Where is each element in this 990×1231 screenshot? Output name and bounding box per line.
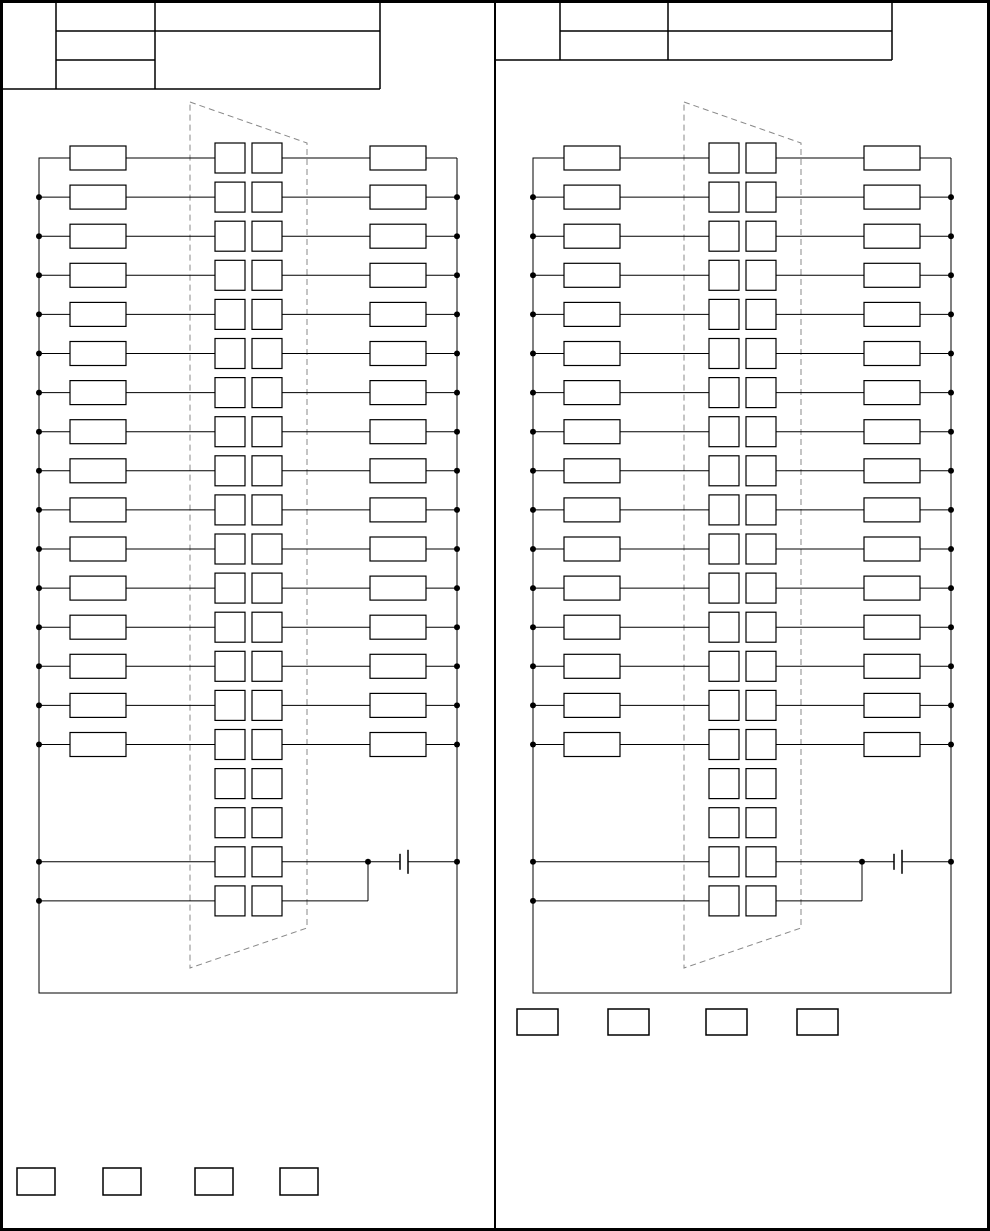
terminal-block-left bbox=[70, 381, 126, 405]
connector-pin-left bbox=[215, 573, 245, 603]
connector-pin-right bbox=[746, 182, 776, 212]
connector-pin-left bbox=[215, 769, 245, 799]
terminal-block-left bbox=[70, 185, 126, 209]
connector-pin-left bbox=[709, 886, 739, 916]
junction-dot bbox=[454, 624, 460, 630]
terminal-block-left bbox=[70, 224, 126, 248]
junction-dot bbox=[530, 272, 536, 278]
terminal-block-right bbox=[370, 420, 426, 444]
terminal-block-left bbox=[564, 654, 620, 678]
junction-dot bbox=[36, 624, 42, 630]
connector-pin-left bbox=[709, 573, 739, 603]
connector-pin-left bbox=[215, 534, 245, 564]
connector-pin-left bbox=[215, 690, 245, 720]
junction-dot bbox=[948, 311, 954, 317]
terminal-block-right bbox=[370, 576, 426, 600]
connector-pin-right bbox=[252, 221, 282, 251]
junction-dot bbox=[454, 742, 460, 748]
connector-pin-left bbox=[709, 143, 739, 173]
connector-pin-right bbox=[746, 495, 776, 525]
junction-dot bbox=[948, 429, 954, 435]
junction-dot bbox=[36, 272, 42, 278]
junction-dot bbox=[530, 585, 536, 591]
connector-pin-right bbox=[746, 808, 776, 838]
terminal-block-left bbox=[564, 615, 620, 639]
junction-dot bbox=[530, 898, 536, 904]
junction-dot bbox=[36, 546, 42, 552]
left-legend bbox=[17, 1168, 318, 1195]
connector-pin-left bbox=[709, 417, 739, 447]
connector-pin-right bbox=[252, 339, 282, 369]
connector-pin-left bbox=[709, 260, 739, 290]
terminal-block-right bbox=[864, 615, 920, 639]
terminal-block-left bbox=[70, 302, 126, 326]
junction-dot bbox=[948, 742, 954, 748]
junction-dot bbox=[948, 624, 954, 630]
connector-pin-right bbox=[746, 378, 776, 408]
connector-pin-left bbox=[215, 339, 245, 369]
connector-pin-left bbox=[709, 769, 739, 799]
terminal-block-right bbox=[864, 263, 920, 287]
terminal-block-right bbox=[370, 459, 426, 483]
junction-dot bbox=[36, 468, 42, 474]
legend-box bbox=[195, 1168, 233, 1195]
connector-pin-left bbox=[709, 847, 739, 877]
terminal-block-left bbox=[70, 146, 126, 170]
terminal-block-right bbox=[370, 733, 426, 757]
connector-pin-right bbox=[746, 730, 776, 760]
junction-dot bbox=[948, 702, 954, 708]
junction-dot bbox=[454, 272, 460, 278]
right-legend bbox=[517, 1009, 838, 1035]
junction-dot bbox=[36, 585, 42, 591]
connector-pin-right bbox=[746, 299, 776, 329]
junction-dot bbox=[948, 194, 954, 200]
junction-dot bbox=[948, 859, 954, 865]
connector-pin-left bbox=[709, 534, 739, 564]
connector-pin-right bbox=[252, 730, 282, 760]
legend-box bbox=[608, 1009, 649, 1035]
junction-dot bbox=[36, 663, 42, 669]
terminal-block-right bbox=[370, 654, 426, 678]
junction-dot bbox=[530, 233, 536, 239]
junction-dot bbox=[454, 585, 460, 591]
terminal-block-right bbox=[864, 224, 920, 248]
terminal-block-right bbox=[864, 498, 920, 522]
terminal-block-right bbox=[370, 615, 426, 639]
terminal-block-right bbox=[370, 498, 426, 522]
connector-pin-right bbox=[252, 847, 282, 877]
terminal-block-right bbox=[370, 224, 426, 248]
connector-pin-left bbox=[709, 339, 739, 369]
terminal-block-right bbox=[370, 693, 426, 717]
connector-pin-left bbox=[215, 143, 245, 173]
connector-pin-left bbox=[709, 690, 739, 720]
connector-pin-right bbox=[746, 612, 776, 642]
connector-pin-right bbox=[252, 534, 282, 564]
connector-pin-right bbox=[746, 769, 776, 799]
junction-dot bbox=[36, 194, 42, 200]
junction-dot bbox=[454, 859, 460, 865]
connector-pin-right bbox=[746, 339, 776, 369]
connector-pin-left bbox=[215, 299, 245, 329]
connector-pin-right bbox=[252, 417, 282, 447]
junction-dot bbox=[948, 585, 954, 591]
connector-pin-right bbox=[252, 456, 282, 486]
junction-dot bbox=[530, 859, 536, 865]
connector-pin-left bbox=[709, 808, 739, 838]
terminal-block-right bbox=[864, 185, 920, 209]
terminal-block-right bbox=[864, 420, 920, 444]
junction-dot bbox=[530, 429, 536, 435]
legend-box bbox=[103, 1168, 141, 1195]
terminal-block-right bbox=[864, 459, 920, 483]
terminal-block-right bbox=[864, 302, 920, 326]
terminal-block-left bbox=[70, 342, 126, 366]
connector-pin-right bbox=[746, 847, 776, 877]
junction-dot bbox=[454, 390, 460, 396]
connector-pin-right bbox=[252, 690, 282, 720]
legend-box bbox=[706, 1009, 747, 1035]
terminal-block-left bbox=[564, 459, 620, 483]
terminal-block-left bbox=[70, 459, 126, 483]
connector-pin-right bbox=[252, 260, 282, 290]
terminal-block-left bbox=[564, 263, 620, 287]
junction-dot bbox=[36, 702, 42, 708]
terminal-block-left bbox=[564, 498, 620, 522]
connector-pin-left bbox=[215, 260, 245, 290]
connector-pin-left bbox=[215, 182, 245, 212]
junction-dot bbox=[948, 233, 954, 239]
left-wiring-panel bbox=[36, 102, 460, 993]
terminal-block-left bbox=[564, 185, 620, 209]
junction-dot bbox=[948, 351, 954, 357]
connector-pin-right bbox=[746, 456, 776, 486]
connector-pin-right bbox=[252, 612, 282, 642]
connector-pin-right bbox=[746, 690, 776, 720]
legend-box bbox=[280, 1168, 318, 1195]
terminal-block-right bbox=[864, 537, 920, 561]
terminal-block-right bbox=[370, 146, 426, 170]
terminal-block-left bbox=[564, 224, 620, 248]
junction-dot bbox=[454, 194, 460, 200]
terminal-block-left bbox=[70, 654, 126, 678]
connector-pin-right bbox=[252, 495, 282, 525]
legend-box bbox=[797, 1009, 838, 1035]
connector-pin-left bbox=[709, 378, 739, 408]
connector-pin-left bbox=[215, 456, 245, 486]
connector-pin-right bbox=[252, 573, 282, 603]
terminal-block-left bbox=[564, 576, 620, 600]
junction-dot bbox=[454, 233, 460, 239]
connector-pin-right bbox=[252, 886, 282, 916]
terminal-block-right bbox=[864, 733, 920, 757]
connector-pin-left bbox=[215, 847, 245, 877]
connector-pin-right bbox=[746, 651, 776, 681]
connector-pin-left bbox=[215, 221, 245, 251]
junction-dot bbox=[530, 390, 536, 396]
connector-outline bbox=[190, 102, 307, 968]
junction-dot bbox=[530, 507, 536, 513]
junction-dot bbox=[530, 546, 536, 552]
legend-box bbox=[517, 1009, 558, 1035]
junction-dot bbox=[948, 468, 954, 474]
terminal-block-right bbox=[864, 576, 920, 600]
connector-pin-left bbox=[215, 651, 245, 681]
connector-pin-right bbox=[746, 417, 776, 447]
connector-pin-left bbox=[709, 456, 739, 486]
connector-pin-right bbox=[252, 808, 282, 838]
junction-dot bbox=[530, 702, 536, 708]
terminal-block-left bbox=[70, 263, 126, 287]
terminal-block-left bbox=[564, 302, 620, 326]
right-title-block bbox=[495, 2, 892, 60]
terminal-block-left bbox=[564, 381, 620, 405]
terminal-block-left bbox=[70, 576, 126, 600]
terminal-block-right bbox=[370, 302, 426, 326]
connector-pin-right bbox=[252, 299, 282, 329]
connector-pin-left bbox=[709, 182, 739, 212]
junction-dot bbox=[365, 859, 371, 865]
junction-dot bbox=[948, 507, 954, 513]
connector-pin-left bbox=[215, 417, 245, 447]
terminal-block-left bbox=[564, 420, 620, 444]
junction-dot bbox=[36, 311, 42, 317]
terminal-block-left bbox=[70, 537, 126, 561]
connector-pin-left bbox=[709, 651, 739, 681]
connector-pin-left bbox=[709, 612, 739, 642]
terminal-block-left bbox=[70, 693, 126, 717]
junction-dot bbox=[530, 311, 536, 317]
connector-pin-right bbox=[746, 221, 776, 251]
connector-pin-left bbox=[709, 221, 739, 251]
left-title-block bbox=[2, 2, 380, 89]
terminal-block-right bbox=[370, 537, 426, 561]
connector-pin-right bbox=[746, 886, 776, 916]
junction-dot bbox=[859, 859, 865, 865]
connector-pin-right bbox=[746, 573, 776, 603]
junction-dot bbox=[454, 702, 460, 708]
junction-dot bbox=[454, 468, 460, 474]
junction-dot bbox=[530, 663, 536, 669]
junction-dot bbox=[948, 272, 954, 278]
terminal-block-right bbox=[864, 381, 920, 405]
connector-pin-left bbox=[709, 299, 739, 329]
connector-pin-right bbox=[252, 143, 282, 173]
terminal-block-left bbox=[70, 733, 126, 757]
terminal-block-left bbox=[564, 693, 620, 717]
connector-pin-left bbox=[215, 886, 245, 916]
junction-dot bbox=[36, 233, 42, 239]
connector-pin-right bbox=[252, 651, 282, 681]
connector-pin-left bbox=[215, 612, 245, 642]
junction-dot bbox=[36, 390, 42, 396]
connector-pin-right bbox=[252, 769, 282, 799]
junction-dot bbox=[454, 663, 460, 669]
junction-dot bbox=[36, 351, 42, 357]
connector-pin-right bbox=[746, 534, 776, 564]
junction-dot bbox=[948, 546, 954, 552]
connector-pin-left bbox=[215, 808, 245, 838]
junction-dot bbox=[530, 624, 536, 630]
terminal-block-right bbox=[370, 342, 426, 366]
connector-pin-left bbox=[709, 495, 739, 525]
junction-dot bbox=[530, 351, 536, 357]
connector-pin-left bbox=[215, 495, 245, 525]
terminal-block-right bbox=[370, 381, 426, 405]
junction-dot bbox=[36, 859, 42, 865]
terminal-block-left bbox=[564, 342, 620, 366]
terminal-block-left bbox=[564, 146, 620, 170]
junction-dot bbox=[36, 507, 42, 513]
connector-pin-right bbox=[746, 260, 776, 290]
connector-pin-right bbox=[746, 143, 776, 173]
connector-pin-right bbox=[252, 378, 282, 408]
terminal-block-left bbox=[70, 615, 126, 639]
connector-pin-left bbox=[215, 730, 245, 760]
junction-dot bbox=[530, 742, 536, 748]
junction-dot bbox=[948, 663, 954, 669]
terminal-block-right bbox=[864, 693, 920, 717]
legend-box bbox=[17, 1168, 55, 1195]
terminal-block-right bbox=[864, 146, 920, 170]
right-wiring-panel bbox=[530, 102, 954, 993]
junction-dot bbox=[36, 429, 42, 435]
junction-dot bbox=[36, 898, 42, 904]
junction-dot bbox=[454, 311, 460, 317]
connector-pin-right bbox=[252, 182, 282, 212]
junction-dot bbox=[454, 429, 460, 435]
junction-dot bbox=[36, 742, 42, 748]
junction-dot bbox=[454, 507, 460, 513]
connector-pin-left bbox=[709, 730, 739, 760]
junction-dot bbox=[454, 351, 460, 357]
terminal-block-left bbox=[564, 733, 620, 757]
connector-outline bbox=[684, 102, 801, 968]
connector-pin-left bbox=[215, 378, 245, 408]
junction-dot bbox=[948, 390, 954, 396]
terminal-block-right bbox=[370, 263, 426, 287]
junction-dot bbox=[530, 468, 536, 474]
terminal-block-left bbox=[70, 420, 126, 444]
junction-dot bbox=[454, 546, 460, 552]
terminal-block-right bbox=[864, 342, 920, 366]
terminal-block-right bbox=[370, 185, 426, 209]
terminal-block-left bbox=[70, 498, 126, 522]
terminal-block-left bbox=[564, 537, 620, 561]
terminal-block-right bbox=[864, 654, 920, 678]
junction-dot bbox=[530, 194, 536, 200]
